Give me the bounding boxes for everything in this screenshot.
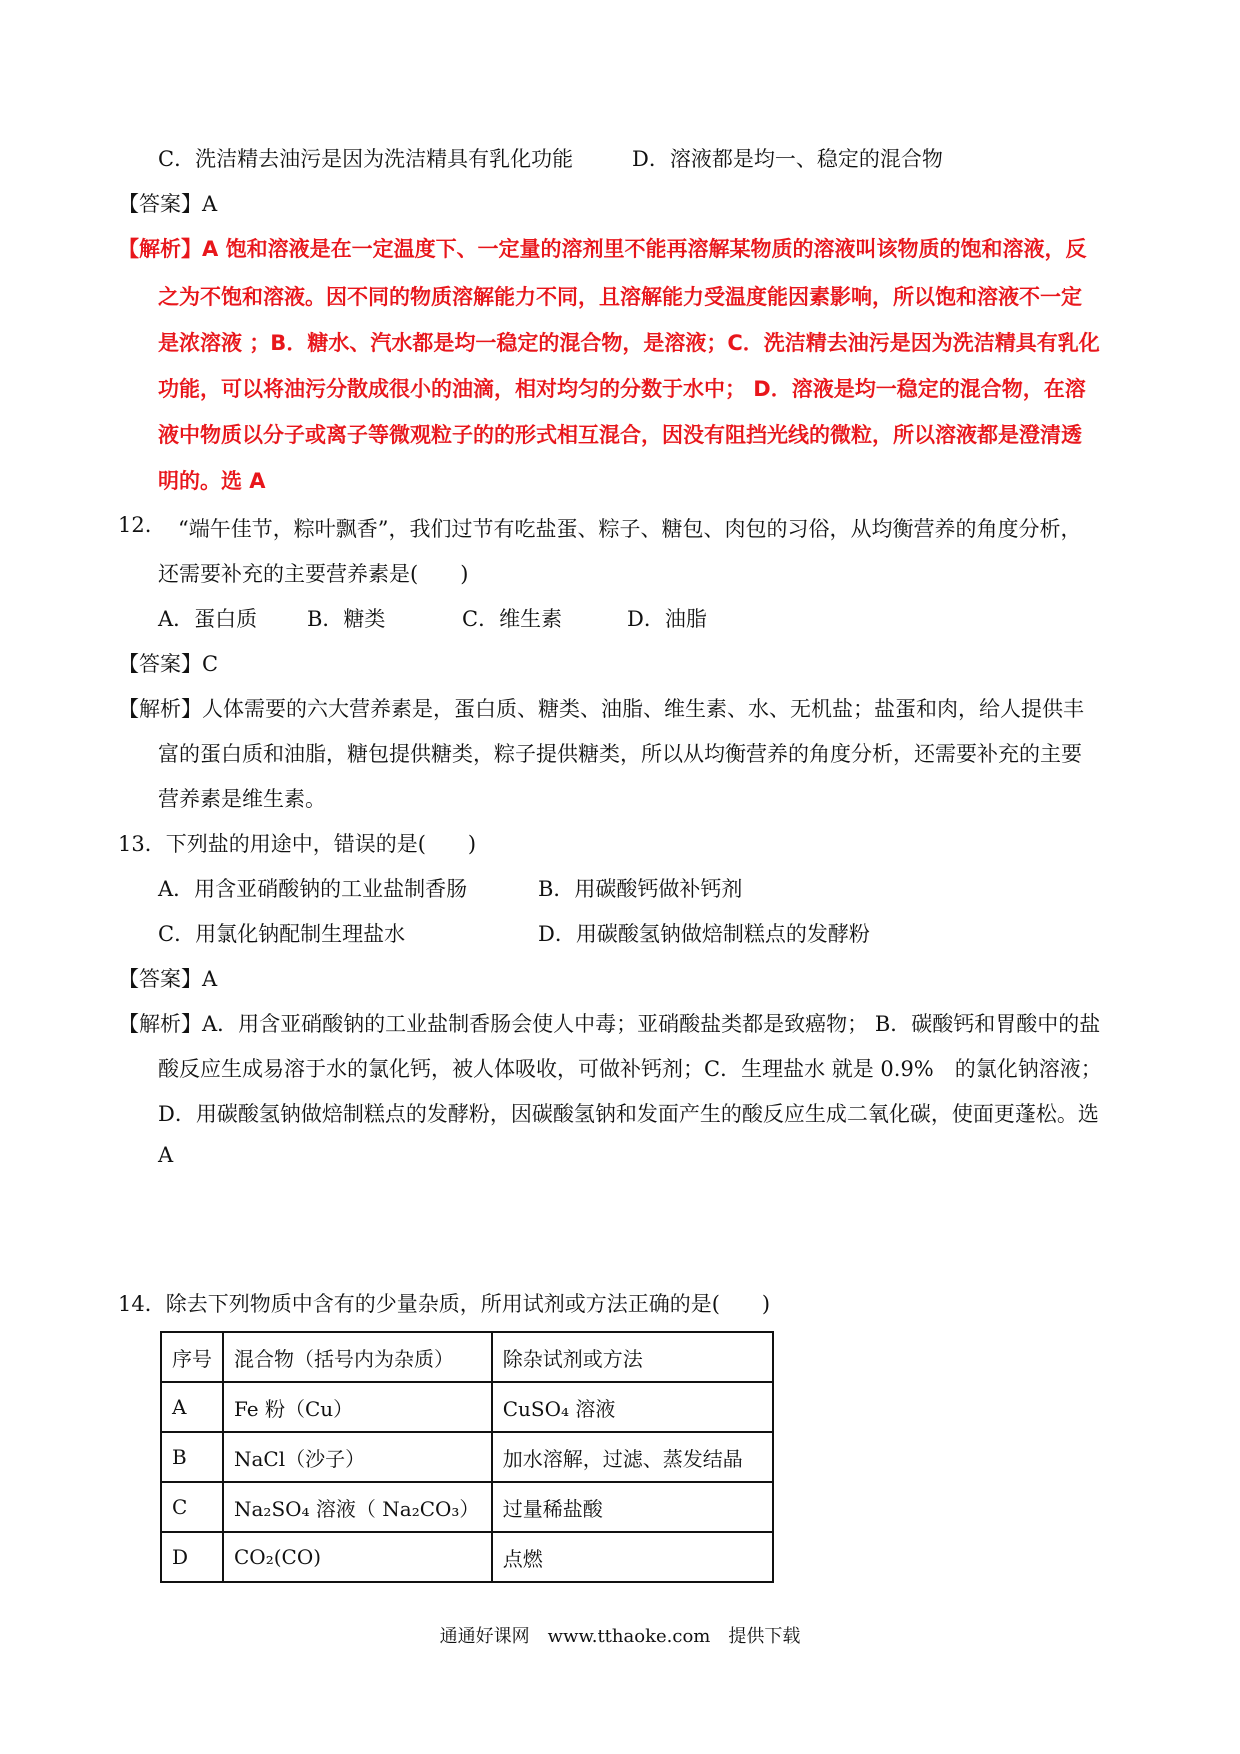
- row-mixture-cell: CO₂(CO): [223, 1532, 492, 1582]
- row-method-cell: 加水溶解，过滤、蒸发结晶: [492, 1432, 773, 1482]
- q12-answer: 【答案】C: [118, 652, 219, 676]
- q13-analysis-line2: 酸反应生成易溶于水的氯化钙，被人体吸收，可做补钙剂；C．生理盐水 就是 0.9% 的氯化钠溶液；: [158, 1057, 1102, 1081]
- q13-analysis-line4: A: [158, 1143, 174, 1167]
- row-id-cell: A: [161, 1382, 223, 1432]
- q12-number: 12.: [118, 513, 152, 537]
- q13-answer: 【答案】A: [118, 967, 218, 991]
- q12-stem-line1: “端午佳节，粽叶飘香”，我们过节有吃盐蛋、粽子、糖包、肉包的习俗，从均衡营养的角度分析，: [178, 517, 1082, 541]
- q12-stem-line2: 还需要补充的主要营养素是( ): [158, 562, 469, 586]
- page-footer: 通通好课网 www.tthaoke.com 提供下载: [439, 1626, 801, 1647]
- q12-analysis-line3: 营养素是维生素。: [158, 787, 326, 811]
- table-row: [161, 1482, 773, 1532]
- q13-analysis-line1: 【解析】A．用含亚硝酸钠的工业盐制香肠会使人中毒；亚硝酸盐类都是致癌物； B．碳酸钙和胃酸中的盐: [118, 1012, 1101, 1036]
- table-header-row: [161, 1332, 773, 1382]
- q13-option-d: D．用碳酸氢钠做焙制糕点的发酵粉: [538, 922, 870, 946]
- analysis-line: 明的。选 A: [158, 469, 266, 493]
- q13-stem: 13．下列盐的用途中，错误的是( ): [118, 832, 477, 856]
- q12-option-b: B．糖类: [307, 607, 386, 631]
- q14-table: [160, 1331, 774, 1583]
- q13-option-b: B．用碳酸钙做补钙剂: [538, 877, 743, 901]
- row-method-cell: CuSO₄ 溶液: [492, 1382, 773, 1432]
- row-method-cell: 点燃: [492, 1532, 773, 1582]
- q12-option-a: A．蛋白质: [158, 607, 258, 631]
- analysis-line: A 饱和溶液是在一定温度下、一定量的溶剂里不能再溶解某物质的溶液叫该物质的饱和溶液，反: [202, 237, 1087, 261]
- row-mixture-cell: Na₂SO₄ 溶液（ Na₂CO₃）: [223, 1482, 492, 1532]
- table-row: [161, 1382, 773, 1432]
- row-mixture-cell: NaCl（沙子）: [223, 1432, 492, 1482]
- q13-option-c: C．用氯化钠配制生理盐水: [158, 922, 406, 946]
- q13-option-a: A．用含亚硝酸钠的工业盐制香肠: [158, 877, 468, 901]
- q13-analysis-line3: D．用碳酸氢钠做焙制糕点的发酵粉，因碳酸氢钠和发面产生的酸反应生成二氧化碳，使面更蓬松。选: [158, 1102, 1099, 1126]
- prev-option-d: D．溶液都是均一、稳定的混合物: [632, 147, 943, 171]
- header-cell: 序号: [161, 1332, 223, 1382]
- q12-option-d: D．油脂: [627, 607, 707, 631]
- analysis-label: 【解析】: [118, 237, 202, 261]
- row-id-cell: C: [161, 1482, 223, 1532]
- analysis-line: 是浓溶液 ；B．糖水、汽水都是均一稳定的混合物，是溶液；C．洗洁精去油污是因为洗洁精具有乳化: [158, 331, 1100, 355]
- header-cell: 除杂试剂或方法: [492, 1332, 773, 1382]
- header-cell: 混合物（括号内为杂质）: [223, 1332, 492, 1382]
- analysis-line: 液中物质以分子或离子等微观粒子的的形式相互混合，因没有阻挡光线的微粒，所以溶液都是澄清透: [158, 423, 1082, 447]
- row-id-cell: D: [161, 1532, 223, 1582]
- table-row: [161, 1432, 773, 1482]
- prev-option-c: C．洗洁精去油污是因为洗洁精具有乳化功能: [158, 147, 574, 171]
- row-id-cell: B: [161, 1432, 223, 1482]
- row-method-cell: 过量稀盐酸: [492, 1482, 773, 1532]
- q14-stem: 14．除去下列物质中含有的少量杂质，所用试剂或方法正确的是( ): [118, 1292, 771, 1316]
- analysis-line: 之为不饱和溶液。因不同的物质溶解能力不同，且溶解能力受温度能因素影响，所以饱和溶液不一定: [158, 285, 1082, 309]
- table-row: [161, 1532, 773, 1582]
- q12-analysis-line1: 【解析】人体需要的六大营养素是，蛋白质、糖类、油脂、维生素、水、无机盐；盐蛋和肉，给人提供丰: [118, 697, 1084, 721]
- analysis-line: 功能，可以将油污分散成很小的油滴，相对均匀的分数于水中； D．溶液是均一稳定的混合物，在溶: [158, 377, 1086, 401]
- q12-analysis-line2: 富的蛋白质和油脂，糖包提供糖类，粽子提供糖类，所以从均衡营养的角度分析，还需要补充的主要: [158, 742, 1082, 766]
- prev-answer: 【答案】A: [118, 192, 218, 216]
- row-mixture-cell: Fe 粉（Cu）: [223, 1382, 492, 1432]
- q12-option-c: C．维生素: [462, 607, 563, 631]
